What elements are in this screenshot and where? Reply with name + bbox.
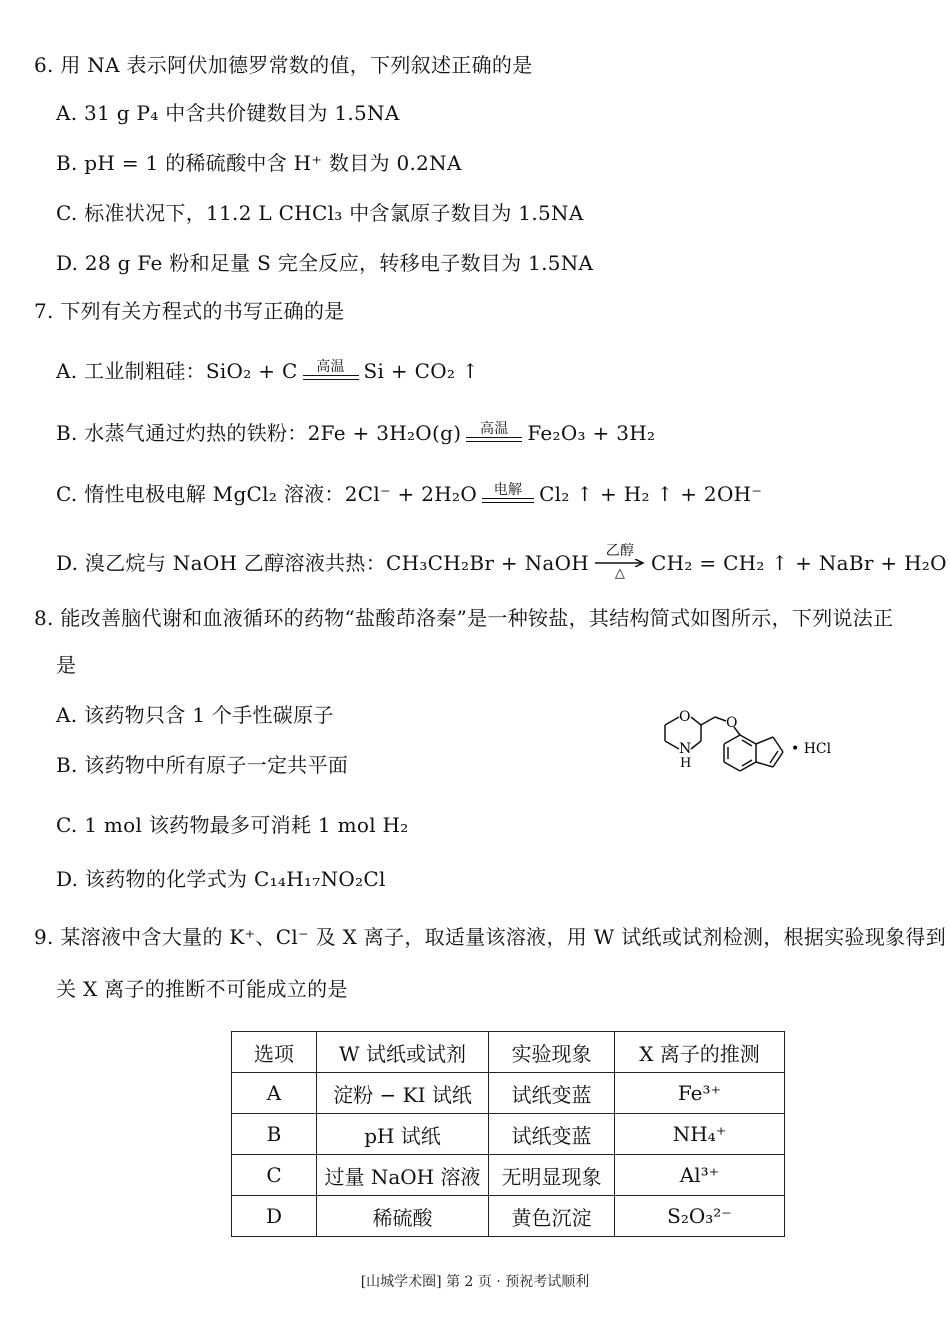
q6-option-c: C. 标准状况下，11.2 L CHCl₃ 中含氯原子数目为 1.5NA [56, 201, 584, 225]
equation-rhs: Cl₂ ↑ + H₂ ↑ + 2OH⁻ [539, 482, 763, 506]
table-cell: 黄色沉淀 [489, 1196, 615, 1237]
q7-option-d [56, 544, 947, 581]
oxygen-label: O [679, 709, 691, 725]
table-cell: 无明显现象 [489, 1155, 615, 1196]
q9-stem-line1: 9. 某溶液中含大量的 K⁺、Cl⁻ 及 X 离子，取适量该溶液，用 W 试纸或试剂检测，根据实验现象得到 [34, 925, 947, 949]
double-line-icon [482, 498, 534, 503]
table-cell: Al³⁺ [615, 1155, 785, 1196]
q7-option-b [56, 420, 655, 446]
oxygen-label: O [726, 715, 738, 731]
table-row [232, 1196, 785, 1237]
table-cell: pH 试纸 [317, 1114, 489, 1155]
q9-stem-line2: 关 X 离子的推断不可能成立的是 [56, 977, 348, 1001]
table-cell: 稀硫酸 [317, 1196, 489, 1237]
table-cell: Fe³⁺ [615, 1073, 785, 1114]
reaction-condition [303, 360, 359, 380]
table-header: X 离子的推测 [615, 1032, 785, 1073]
table-cell: 淀粉 − KI 试纸 [317, 1073, 489, 1114]
equation-rhs: Si + CO₂ ↑ [363, 359, 479, 383]
q8-option-d: D. 该药物的化学式为 C₁₄H₁₇NO₂Cl [56, 867, 386, 891]
table-cell: A [232, 1073, 317, 1114]
table-cell: 试纸变蓝 [489, 1073, 615, 1114]
q9-table [231, 1031, 785, 1237]
hcl-label: • HCl [791, 741, 832, 757]
reaction-condition [595, 544, 645, 581]
equation-lhs: D. 溴乙烷与 NaOH 乙醇溶液共热：CH₃CH₂Br + NaOH [56, 550, 590, 575]
table-row [232, 1114, 785, 1155]
condition-label: 乙醇 [605, 543, 635, 559]
double-line-icon [466, 437, 522, 442]
q7-option-c [56, 481, 762, 507]
equation-lhs: A. 工业制粗硅：SiO₂ + C [56, 359, 298, 383]
reaction-condition [466, 422, 522, 442]
table-cell: B [232, 1114, 317, 1155]
table-cell: NH₄⁺ [615, 1114, 785, 1155]
table-cell: 试纸变蓝 [489, 1114, 615, 1155]
table-header: W 试纸或试剂 [317, 1032, 489, 1073]
q8-stem-line2: 是 [56, 653, 77, 677]
q6-option-a: A. 31 g P₄ 中含共价键数目为 1.5NA [56, 101, 400, 125]
reaction-condition [482, 483, 534, 503]
equation-rhs: CH₂ = CH₂ ↑ + NaBr + H₂O [651, 550, 947, 575]
indeloxazine-structure [655, 700, 855, 790]
equation-lhs: B. 水蒸气通过灼热的铁粉：2Fe + 3H₂O(g) [56, 421, 462, 445]
hydrogen-label: H [680, 756, 692, 771]
q6-option-b: B. pH = 1 的稀硫酸中含 H⁺ 数目为 0.2NA [56, 151, 462, 175]
q8-option-b: B. 该药物中所有原子一定共平面 [56, 753, 349, 777]
q6-stem: 6. 用 NA 表示阿伏加德罗常数的值，下列叙述正确的是 [34, 53, 533, 77]
double-line-icon [303, 375, 359, 380]
q6-option-d: D. 28 g Fe 粉和足量 S 完全反应，转移电子数目为 1.5NA [56, 251, 594, 275]
table-cell: C [232, 1155, 317, 1196]
condition-label: 高温 [316, 359, 345, 375]
condition-label: 电解 [493, 482, 523, 498]
nitrogen-label: N [679, 741, 692, 757]
q7-option-a [56, 358, 479, 384]
q7-stem: 7. 下列有关方程式的书写正确的是 [34, 299, 345, 323]
table-cell: D [232, 1196, 317, 1237]
table-row [232, 1155, 785, 1196]
q8-stem-line1: 8. 能改善脑代谢和血液循环的药物“盐酸茚洛秦”是一种铵盐，其结构简式如图所示，下列说法正 [34, 606, 894, 630]
condition-label: 高温 [480, 421, 509, 437]
equation-rhs: Fe₂O₃ + 3H₂ [527, 421, 656, 445]
table-header: 实验现象 [489, 1032, 615, 1073]
equation-lhs: C. 惰性电极电解 MgCl₂ 溶液：2Cl⁻ + 2H₂O [56, 482, 478, 506]
page-footer: [山城学术圈] 第 2 页 · 预祝考试顺利 [360, 1274, 590, 1290]
q8-option-a: A. 该药物只含 1 个手性碳原子 [56, 703, 334, 727]
table-cell: S₂O₃²⁻ [615, 1196, 785, 1237]
condition-heat: △ [614, 566, 626, 581]
table-header: 选项 [232, 1032, 317, 1073]
table-cell: 过量 NaOH 溶液 [317, 1155, 489, 1196]
table-header-row [232, 1032, 785, 1073]
table-row [232, 1073, 785, 1114]
q8-option-c: C. 1 mol 该药物最多可消耗 1 mol H₂ [56, 813, 409, 837]
